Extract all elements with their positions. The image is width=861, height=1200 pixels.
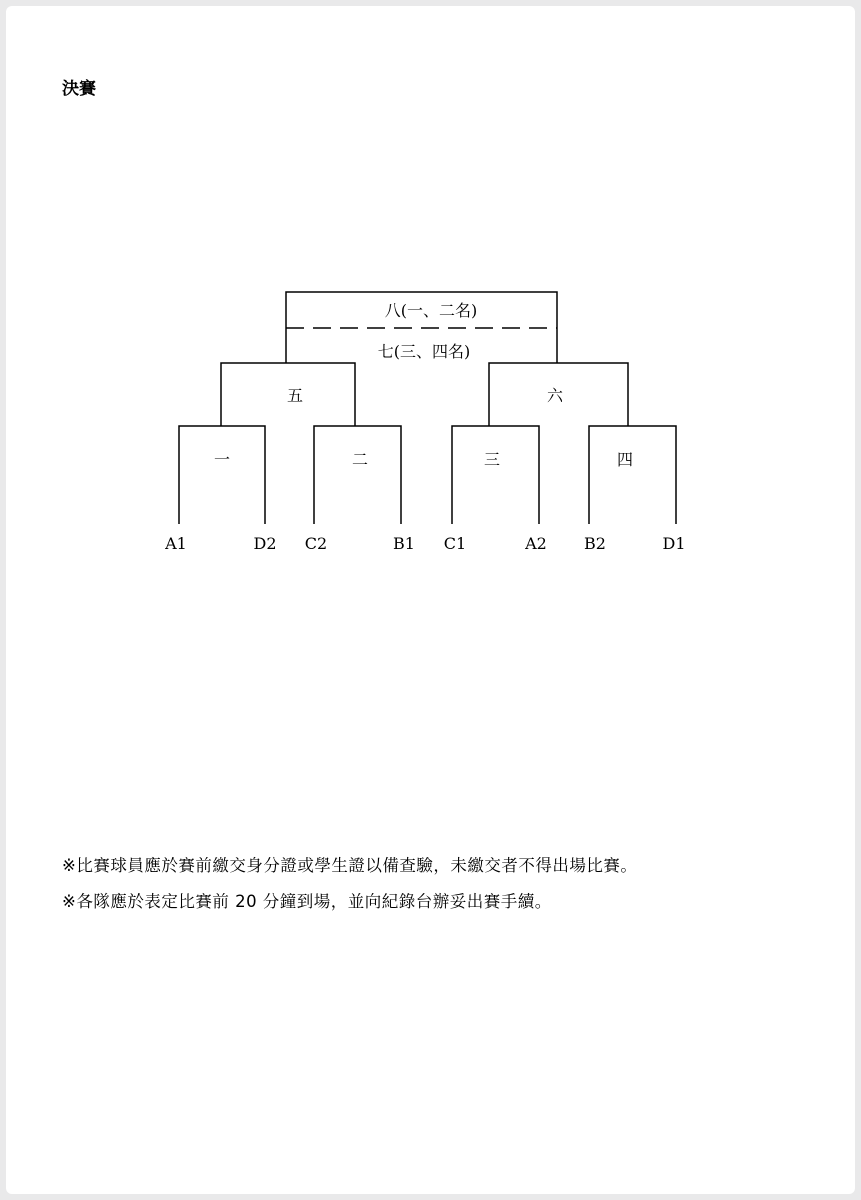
note-arrival-time: ※各隊應於表定比賽前 20 分鐘到場，並向紀錄台辦妥出賽手續。 — [62, 892, 552, 911]
team-seed: A1 — [165, 534, 187, 553]
semi-label-six: 六 — [546, 386, 564, 405]
match-label-two: 二 — [351, 450, 369, 469]
match-label-four: 四 — [616, 450, 634, 469]
team-seed: D2 — [253, 534, 277, 553]
team-seed: C2 — [304, 534, 328, 553]
match-four-line — [589, 426, 676, 524]
page-title: 決賽 — [62, 79, 96, 99]
team-seed: B2 — [584, 534, 606, 553]
match-two-line — [314, 426, 401, 524]
semi-label-five: 五 — [286, 386, 304, 405]
notes-section — [62, 848, 637, 920]
team-seed: D1 — [662, 534, 686, 553]
match-three-line — [452, 426, 539, 524]
final-top-label: 八(一、二名) — [384, 301, 478, 320]
team-seed: A2 — [525, 534, 547, 553]
note-id-check: ※比賽球員應於賽前繳交身分證或學生證以備查驗，未繳交者不得出場比賽。 — [62, 856, 638, 875]
final-bottom-label: 七(三、四名) — [377, 342, 471, 361]
match-one-line — [179, 426, 265, 524]
team-seed: B1 — [393, 534, 415, 553]
match-label-three: 三 — [483, 450, 501, 469]
match-label-one: 一 — [213, 450, 231, 469]
team-seed: C1 — [443, 534, 467, 553]
